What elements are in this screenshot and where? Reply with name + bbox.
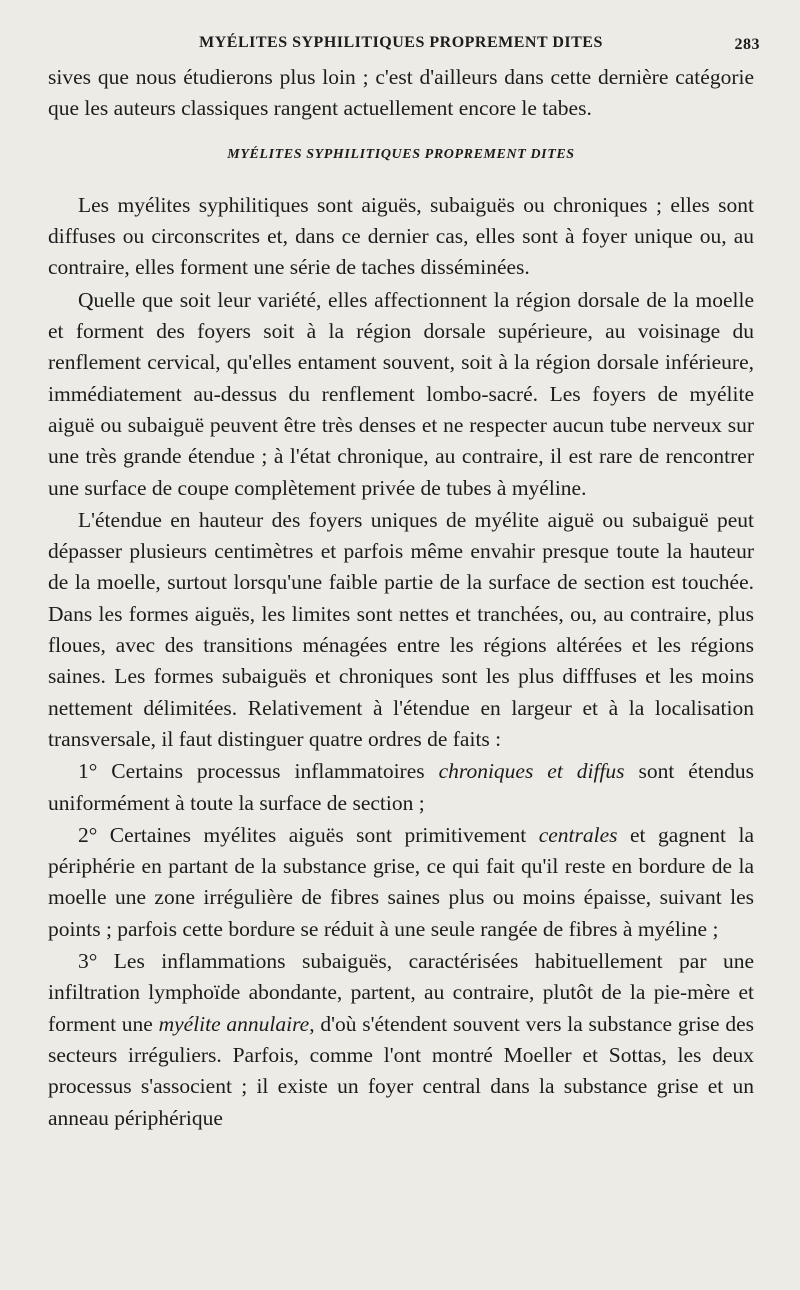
section-heading: MYÉLITES SYPHILITIQUES PROPREMENT DITES: [227, 146, 575, 162]
list-item-text: sont étendus uniformément à toute la surface de section ;: [48, 759, 754, 815]
list-item-text: 2° Certaines myélites aiguës sont primitivement: [78, 822, 539, 847]
list-item-text: , d'où s'étendent souvent vers la substance grise des secteurs irréguliers. Parfois, comme l'ont montré Moeller et Sottas, les deux processus s'associent ; il existe un foyer central dans la substance grise et un anneau périphérique: [48, 1011, 754, 1130]
list-item-text: 3° Les inflammations subaiguës, caractérisées habituellement par une infiltration lymphoïde abondante, partent, au contraire, plutôt de la pie-mère et forment une: [48, 949, 754, 1036]
paragraph: Les myélites syphilitiques sont aiguës, subaiguës ou chroniques ; elles sont diffuses ou circonscrites et, dans ce dernier cas, elles sont à foyer unique ou, au contraire, elles forment une série de taches disséminées.: [48, 192, 754, 280]
page-number: 283: [734, 36, 760, 53]
list-item-text: 1° Certains processus inflammatoires: [78, 759, 439, 784]
paragraph: Quelle que soit leur variété, elles affectionnent la région dorsale de la moelle et forment des foyers soit à la région dorsale supérieure, au voisinage du renflement cervical, qu'elles entament souvent, soit à la région dorsale inférieure, immédiatement au-dessus du renflement lombo-sacré. Les foyers de myélite aiguë ou subaiguë peuvent être très denses et ne respecter aucun tube nerveux sur une très grande étendue ; à l'état chronique, au contraire, il est rare de rencontrer une surface de coupe complètement privée de tubes à myéline.: [48, 287, 754, 500]
running-header: [48, 30, 760, 62]
list-item-3: [48, 946, 754, 1134]
paragraph-continued: sives que nous étudierons plus loin ; c'est d'ailleurs dans cette dernière catégorie que les auteurs classiques rangent actuellement encore le tabes.: [48, 65, 754, 121]
emphasis-text: centrales: [538, 822, 618, 847]
emphasis-text: chroniques et diffus: [438, 759, 625, 784]
list-item-1: [48, 756, 754, 819]
list-item-2: [48, 820, 754, 945]
emphasis-text: myélite annulaire: [158, 1011, 310, 1036]
paragraph: L'étendue en hauteur des foyers uniques de myélite aiguë ou subaiguë peut dépasser plusieurs centimètres et parfois même envahir presque toute la hauteur de la moelle, surtout lorsqu'une faible partie de la surface de section est touchée. Dans les formes aiguës, les limites sont nettes et tranchées, ou, au contraire, plus floues, avec des transitions ménagées entre les régions altérées et les régions saines. Les formes subaiguës et chroniques sont les plus difffuses et les moins nettement délimitées. Relativement à l'étendue en largeur et à la localisation transversale, il faut distinguer quatre ordres de faits :: [48, 507, 754, 751]
running-title: MYÉLITES SYPHILITIQUES PROPREMENT DITES: [199, 34, 603, 51]
body-text: [48, 62, 754, 1134]
list-item-text: et gagnent la périphérie en partant de la substance grise, ce qui fait qu'il reste en bordure de la moelle une zone irrégulière de fibres saines plus ou moins épaisse, suivant les points ; parfois cette bordure se réduit à une seule rangée de fibres à myéline ;: [48, 822, 754, 941]
